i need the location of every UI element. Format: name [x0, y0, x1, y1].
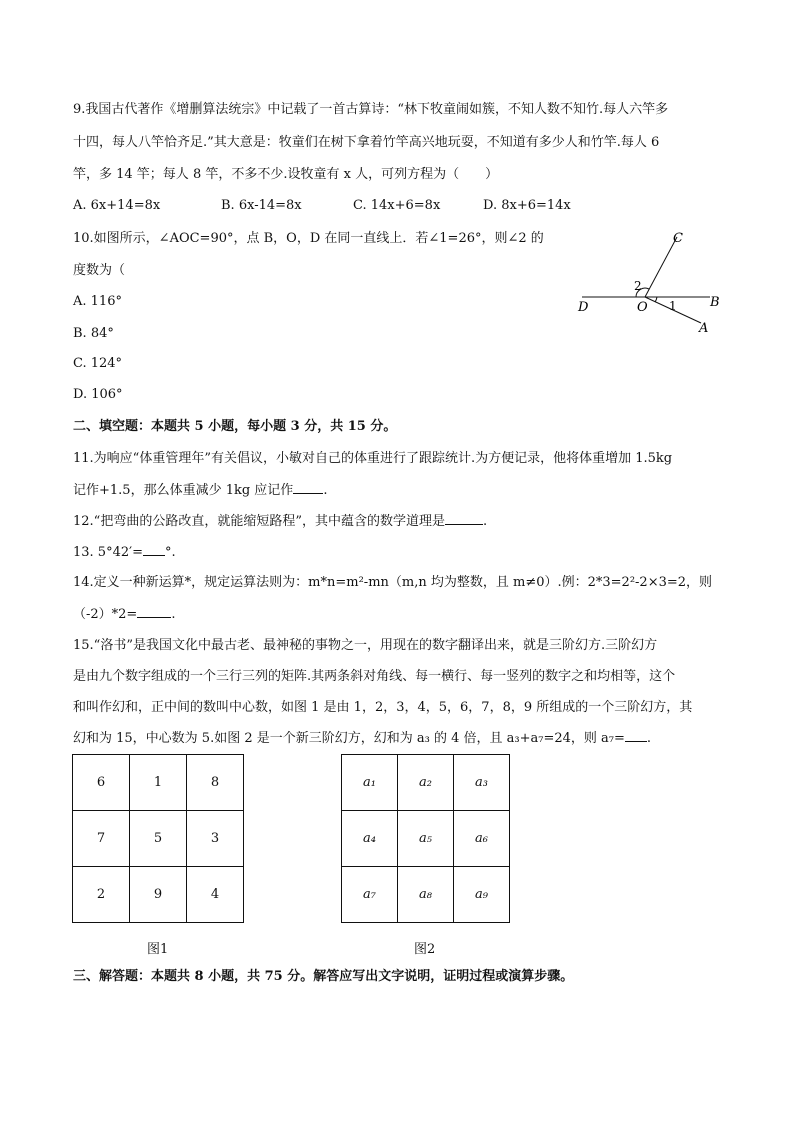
figure1-cell: 6 [73, 755, 130, 811]
figure2-cell: a₇ [342, 867, 398, 923]
q10-angle-figure [570, 225, 730, 340]
ray-oc [645, 237, 677, 297]
label-b: B [710, 295, 720, 310]
q10-option-a: A. 116° [73, 294, 122, 309]
figure2-cell: a₅ [398, 811, 454, 867]
q9-options [73, 198, 693, 216]
q15-line4-end: . [646, 731, 652, 746]
q11-line2 [73, 481, 327, 500]
q9-option-b: B. 6x-14=8x [221, 198, 302, 213]
figure2-cell: a₈ [398, 867, 454, 923]
figure2-cell: a₉ [454, 867, 510, 923]
figure2-cell: a₃ [454, 755, 510, 811]
q11-answer-blank [293, 481, 323, 494]
q14-line2-end: . [171, 607, 176, 622]
figure2-cell: a₄ [342, 811, 398, 867]
q12 [73, 512, 487, 531]
figure2-cell: a₁ [342, 755, 398, 811]
q13-end: °. [164, 545, 176, 560]
label-angle2: 2 [634, 279, 642, 293]
q14-line2-text: （-2）*2= [73, 607, 138, 622]
figure1-cell: 8 [187, 755, 244, 811]
label-a: A [699, 321, 709, 336]
q15-line4 [73, 729, 651, 748]
figure2-magic-square [341, 754, 510, 923]
q12-text: 12.“把弯曲的公路改直，就能缩短路程”，其中蕴含的数学道理是 [73, 514, 445, 529]
angle-1-arc [655, 297, 657, 302]
label-o: O [637, 300, 648, 315]
figure1-cell: 7 [73, 811, 130, 867]
figure1-caption: 图1 [147, 942, 169, 957]
figure1-cell: 4 [187, 867, 244, 923]
q10-option-c: C. 124° [73, 356, 123, 371]
figure1-cell: 9 [130, 867, 187, 923]
section-3-heading: 三、解答题：本题共 8 小题，共 75 分。解答应写出文字说明，证明过程或演算步骤。 [73, 969, 574, 984]
q10-option-b: B. 84° [73, 326, 114, 341]
q14-answer-blank [137, 605, 171, 618]
q13 [73, 543, 176, 562]
figure2-cell: a₆ [454, 811, 510, 867]
q12-end: . [482, 514, 488, 529]
q13-answer-blank [143, 543, 165, 556]
q11-line2-end: . [323, 483, 328, 498]
q14-line1: 14.定义一种新运算*，规定运算法则为：m*n=m²-mn（m,n 均为整数，且 m≠0）.例：2*3=2²-2×3=2，则 [73, 575, 713, 590]
q9-option-a: A. 6x+14=8x [73, 198, 161, 213]
label-angle1: 1 [669, 299, 677, 313]
figure1-magic-square [72, 754, 244, 923]
figure1-cell: 5 [130, 811, 187, 867]
label-c: C [673, 231, 683, 246]
section-2-heading: 二、填空题：本题共 5 小题，每小题 3 分，共 15 分。 [73, 419, 397, 434]
figure1-cell: 3 [187, 811, 244, 867]
q11-line2-text: 记作+1.5，那么体重减少 1kg 应记作 [73, 483, 294, 498]
figure1-cell: 2 [73, 867, 130, 923]
q9-option-d: D. 8x+6=14x [483, 198, 571, 213]
figure2-cell: a₂ [398, 755, 454, 811]
q10-option-d: D. 106° [73, 387, 123, 402]
figure2-caption: 图2 [414, 942, 436, 957]
q9-line3: 竿，多 14 竿；每人 8 竿，不多不少.设牧童有 x 人，可列方程为（ ） [73, 167, 499, 182]
q14-line2 [73, 605, 175, 624]
q10-line2: 度数为（ [73, 263, 126, 278]
q9-line2: 十四，每人八竿恰齐足.”其大意是：牧童们在树下拿着竹竿高兴地玩耍，不知道有多少人和竹竿.每人 6 [73, 135, 660, 150]
q12-answer-blank [445, 512, 483, 525]
q9-line1: 9.我国古代著作《增删算法统宗》中记载了一首古算诗：“林下牧童闹如簇，不知人数不知竹.每人六竿多 [73, 102, 669, 117]
figure1-cell: 1 [130, 755, 187, 811]
q13-text: 13. 5°42′= [73, 545, 143, 560]
q11-line1: 11.为响应“体重管理年”有关倡议，小敏对自己的体重进行了跟踪统计.为方便记录，他将体重增加 1.5kg [73, 451, 673, 466]
q10-line1: 10.如图所示，∠AOC=90°，点 B，O，D 在同一直线上．若∠1=26°，则∠2 的 [73, 231, 544, 246]
q15-line4-text: 幻和为 15，中心数为 5.如图 2 是一个新三阶幻方，幻和为 a₃ 的 4 倍，且 a₃+a₇=24，则 a₇= [73, 731, 625, 746]
q9-option-c: C. 14x+6=8x [353, 198, 441, 213]
q15-answer-blank [625, 729, 647, 742]
q15-line2: 是由九个数字组成的一个三行三列的矩阵.其两条斜对角线、每一横行、每一竖列的数字之和均相等，这个 [73, 669, 676, 684]
label-d: D [578, 300, 589, 315]
q15-line1: 15.“洛书”是我国文化中最古老、最神秘的事物之一，用现在的数字翻译出来，就是三阶幻方.三阶幻方 [73, 638, 658, 653]
q15-line3: 和叫作幻和，正中间的数叫中心数，如图 1 是由 1，2，3，4，5，6，7，8，9 所组成的一个三阶幻方，其 [73, 700, 693, 715]
